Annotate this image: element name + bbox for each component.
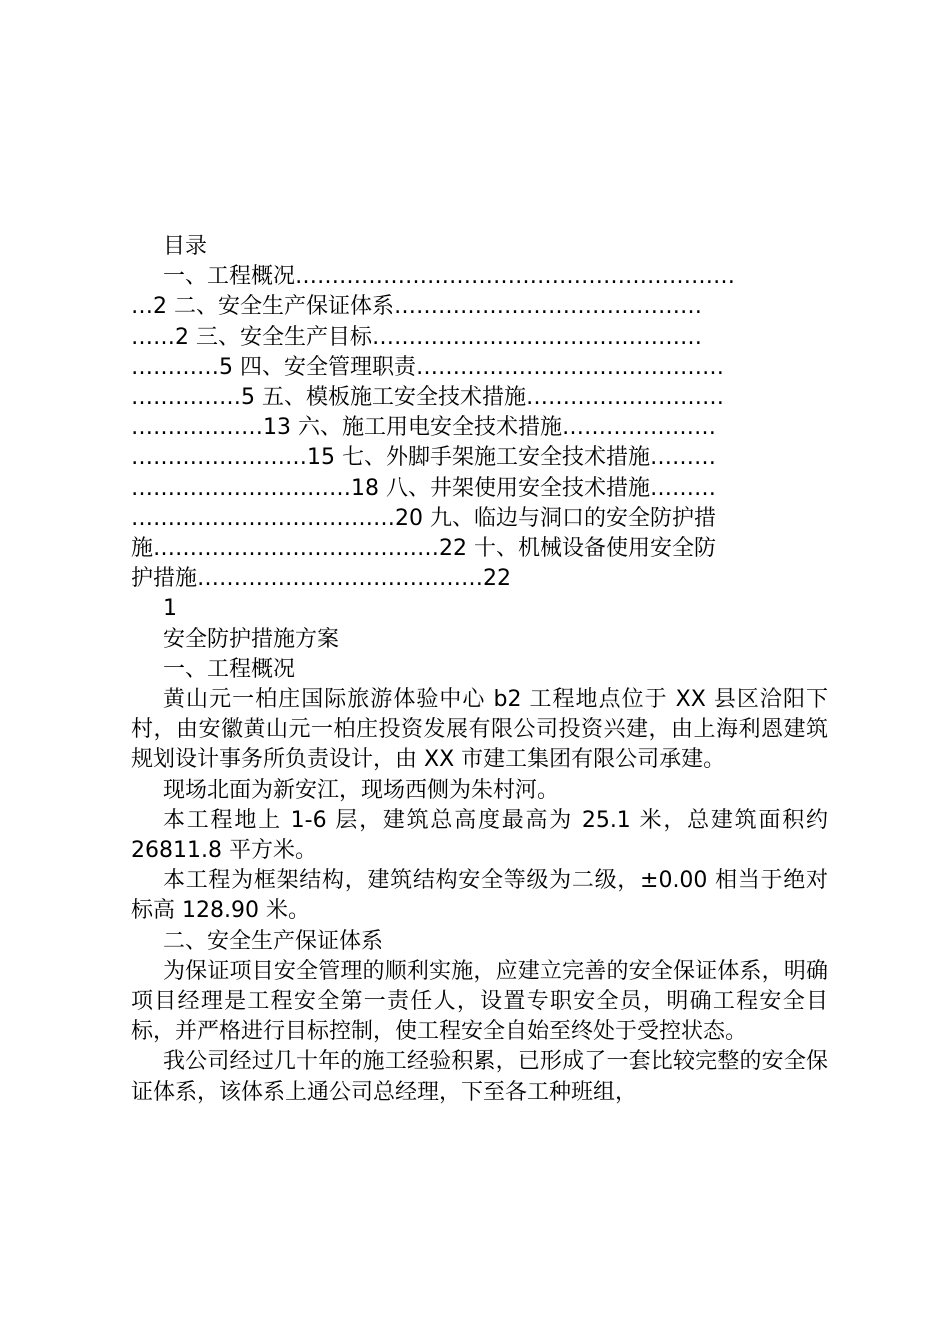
toc-line: ……………………15 七、外脚手架施工安全技术措施……… xyxy=(131,445,716,471)
document-page xyxy=(131,232,828,1108)
document-title: 安全防护措施方案 xyxy=(163,626,340,652)
paragraph: 现场北面为新安江，现场西侧为朱村河。 xyxy=(163,777,560,803)
toc-line: ………………………………20 九、临边与洞口的安全防护措 xyxy=(131,505,716,531)
table-of-contents xyxy=(131,262,828,594)
toc-line: …………5 四、安全管理职责…………………………………… xyxy=(131,354,724,380)
toc-title: 目录 xyxy=(163,234,208,259)
toc-line: ……………5 五、模板施工安全技术措施……………………… xyxy=(131,385,724,411)
toc-line: 一、工程概况…………………………………………………… xyxy=(163,264,736,290)
page-number: 1 xyxy=(163,596,177,622)
toc-line: 施…………………………………22 十、机械设备使用安全防 xyxy=(131,536,716,562)
toc-line: 护措施…………………………………22 xyxy=(131,566,511,592)
toc-line: …………………………18 八、井架使用安全技术措施……… xyxy=(131,475,716,501)
paragraph: 本工程地上 1-6 层，建筑总高度最高为 25.1 米，总建筑面积约 26811.8 平方米。 xyxy=(131,807,828,864)
toc-line: ……2 三、安全生产目标……………………………………… xyxy=(131,324,702,350)
toc-line: …2 二、安全生产保证体系…………………………………… xyxy=(131,294,702,320)
toc-line: ………………13 六、施工用电安全技术措施………………… xyxy=(131,415,716,441)
section-heading: 二、安全生产保证体系 xyxy=(163,928,384,954)
paragraph: 我公司经过几十年的施工经验积累，已形成了一套比较完整的安全保证体系，该体系上通公司总经理，下至各工种班组， xyxy=(131,1049,828,1105)
section-heading: 一、工程概况 xyxy=(163,656,296,682)
paragraph: 本工程为框架结构，建筑结构安全等级为二级，±0.00 相当于绝对标高 128.90 米。 xyxy=(131,868,828,924)
paragraph: 黄山元一柏庄国际旅游体验中心 b2 工程地点位于 XX 县区洽阳下村，由安徽黄山元一柏庄投资发展有限公司投资兴建，由上海利恩建筑规划设计事务所负责设计，由 XX 市建工集团有限公司承建。 xyxy=(131,687,828,773)
paragraph: 为保证项目安全管理的顺利实施，应建立完善的安全保证体系，明确项目经理是工程安全第一责任人，设置专职安全员，明确工程安全目标，并严格进行目标控制，使工程安全自始至终处于受控状态。 xyxy=(131,958,828,1045)
